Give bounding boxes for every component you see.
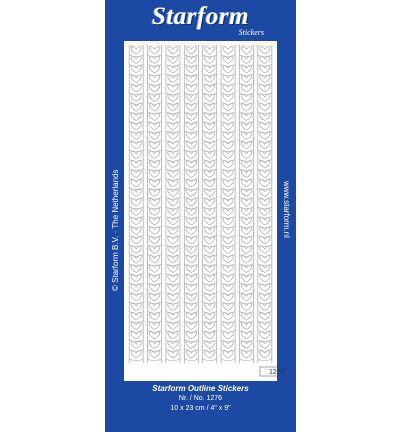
heart-shape xyxy=(241,294,251,301)
heart-shape xyxy=(131,265,141,272)
border-strip xyxy=(166,45,180,363)
heart-shape xyxy=(204,284,214,291)
heart-shape xyxy=(241,284,251,291)
heart-shape xyxy=(149,303,159,310)
heart-shape xyxy=(168,265,178,272)
heart-shape xyxy=(223,189,233,196)
product-footer xyxy=(105,384,296,414)
heart-shape xyxy=(131,294,141,301)
heart-shape xyxy=(223,161,233,168)
heart-shape xyxy=(149,85,159,92)
heart-shape xyxy=(260,246,270,253)
heart-shape xyxy=(241,142,251,149)
heart-shape xyxy=(149,161,159,168)
heart-shape xyxy=(204,113,214,120)
heart-shape xyxy=(260,66,270,73)
website-text: www.starform.nl xyxy=(282,181,291,238)
heart-shape xyxy=(186,313,196,320)
heart-shape xyxy=(223,180,233,187)
heart-shape xyxy=(223,218,233,225)
heart-shape xyxy=(168,85,178,92)
heart-shape xyxy=(131,322,141,329)
heart-shape xyxy=(260,180,270,187)
heart-shape xyxy=(260,189,270,196)
heart-shape xyxy=(204,218,214,225)
border-strip xyxy=(148,45,162,363)
heart-shape xyxy=(223,208,233,215)
heart-shape xyxy=(168,199,178,206)
heart-shape xyxy=(223,237,233,244)
heart-shape xyxy=(260,75,270,82)
heart-shape xyxy=(241,199,251,206)
heart-shape xyxy=(241,123,251,130)
heart-shape xyxy=(260,161,270,168)
heart-shape xyxy=(204,189,214,196)
heart-shape xyxy=(204,313,214,320)
heart-shape xyxy=(168,56,178,63)
heart-shape xyxy=(131,85,141,92)
heart-shape xyxy=(186,180,196,187)
heart-shape xyxy=(131,94,141,101)
product-name: Starform Outline Stickers xyxy=(152,384,249,393)
heart-shape xyxy=(223,85,233,92)
border-strip xyxy=(129,45,143,363)
heart-shape xyxy=(204,170,214,177)
heart-shape xyxy=(241,208,251,215)
heart-shape xyxy=(241,85,251,92)
border-strip xyxy=(239,45,253,363)
heart-shape xyxy=(131,303,141,310)
heart-shape xyxy=(131,332,141,339)
heart-shape xyxy=(223,332,233,339)
heart-shape xyxy=(168,151,178,158)
heart-shape xyxy=(223,104,233,111)
heart-shape xyxy=(131,104,141,111)
scallop-arc xyxy=(203,359,217,361)
heart-shape xyxy=(260,142,270,149)
heart-shape xyxy=(149,56,159,63)
heart-shape xyxy=(241,303,251,310)
heart-shape xyxy=(260,113,270,120)
heart-shape xyxy=(131,208,141,215)
heart-shape xyxy=(223,351,233,358)
heart-shape xyxy=(149,113,159,120)
heart-shape xyxy=(131,256,141,263)
heart-shape xyxy=(131,113,141,120)
heart-shape xyxy=(149,227,159,234)
heart-shape xyxy=(131,189,141,196)
heart-shape xyxy=(260,104,270,111)
heart-shape xyxy=(260,218,270,225)
product-number: Nr. / No. 1276 xyxy=(178,395,223,402)
heart-shape xyxy=(241,132,251,139)
heart-shape xyxy=(223,47,233,54)
heart-shape xyxy=(241,66,251,73)
heart-shape xyxy=(168,94,178,101)
heart-shape xyxy=(186,208,196,215)
heart-shape xyxy=(131,218,141,225)
heart-shape xyxy=(131,47,141,54)
heart-shape xyxy=(186,227,196,234)
heart-shape xyxy=(168,123,178,130)
heart-shape xyxy=(223,341,233,348)
heart-shape xyxy=(131,132,141,139)
heart-shape xyxy=(186,189,196,196)
heart-shape xyxy=(186,66,196,73)
scallop-arc xyxy=(258,359,272,361)
heart-shape xyxy=(168,208,178,215)
heart-shape xyxy=(241,189,251,196)
heart-shape xyxy=(223,303,233,310)
heart-shape xyxy=(204,94,214,101)
scallop-arc xyxy=(221,359,235,361)
scallop-arc xyxy=(148,359,162,361)
heart-shape xyxy=(260,227,270,234)
heart-shape xyxy=(223,66,233,73)
heart-shape xyxy=(241,256,251,263)
heart-shape xyxy=(204,142,214,149)
heart-shape xyxy=(186,132,196,139)
heart-shape xyxy=(241,237,251,244)
heart-shape xyxy=(149,142,159,149)
heart-shape xyxy=(168,142,178,149)
border-strip xyxy=(203,45,217,363)
heart-shape xyxy=(186,113,196,120)
heart-shape xyxy=(223,256,233,263)
heart-shape xyxy=(186,151,196,158)
sheet-code-label xyxy=(269,369,293,378)
heart-shape xyxy=(260,256,270,263)
heart-shape xyxy=(149,246,159,253)
heart-shape xyxy=(204,256,214,263)
heart-shape xyxy=(186,75,196,82)
heart-shape xyxy=(223,132,233,139)
heart-shape xyxy=(149,265,159,272)
heart-shape xyxy=(241,94,251,101)
heart-shape xyxy=(260,47,270,54)
heart-shape xyxy=(260,313,270,320)
heart-shape xyxy=(168,75,178,82)
heart-shape xyxy=(168,313,178,320)
heart-shape xyxy=(186,218,196,225)
heart-shape xyxy=(186,104,196,111)
heart-shape xyxy=(241,218,251,225)
heart-shape xyxy=(149,123,159,130)
heart-shape xyxy=(168,66,178,73)
heart-shape xyxy=(204,66,214,73)
heart-shape xyxy=(241,75,251,82)
heart-shape xyxy=(168,237,178,244)
heart-shape xyxy=(241,47,251,54)
sticker-card xyxy=(105,0,296,432)
heart-shape xyxy=(149,341,159,348)
heart-shape xyxy=(204,322,214,329)
heart-shape xyxy=(241,170,251,177)
heart-shape xyxy=(168,284,178,291)
heart-shape xyxy=(241,161,251,168)
heart-shape xyxy=(131,199,141,206)
heart-shape xyxy=(186,284,196,291)
heart-shape xyxy=(168,113,178,120)
heart-shape xyxy=(186,294,196,301)
heart-shape xyxy=(260,275,270,282)
heart-shape xyxy=(223,227,233,234)
heart-shape xyxy=(168,303,178,310)
heart-shape xyxy=(223,56,233,63)
heart-shape xyxy=(186,275,196,282)
heart-shape xyxy=(131,123,141,130)
brand-subtitle: Stickers xyxy=(238,28,264,37)
heart-shape xyxy=(186,170,196,177)
heart-shape xyxy=(260,132,270,139)
heart-shape xyxy=(204,123,214,130)
sticker-sheet xyxy=(124,41,277,381)
scallop-arc xyxy=(166,359,180,361)
heart-shape xyxy=(204,227,214,234)
heart-shape xyxy=(204,303,214,310)
heart-shape xyxy=(260,170,270,177)
heart-shape xyxy=(204,56,214,63)
sheet-code: 1276 xyxy=(269,369,285,376)
heart-shape xyxy=(186,123,196,130)
heart-shape xyxy=(223,294,233,301)
heart-shape xyxy=(186,341,196,348)
heart-shape xyxy=(149,75,159,82)
heart-shape xyxy=(204,161,214,168)
heart-shape xyxy=(241,265,251,272)
heart-shape xyxy=(260,199,270,206)
heart-shape xyxy=(131,313,141,320)
heart-shape xyxy=(186,265,196,272)
heart-shape xyxy=(186,47,196,54)
heart-shape xyxy=(204,341,214,348)
heart-shape xyxy=(223,151,233,158)
heart-shape xyxy=(131,170,141,177)
heart-shape xyxy=(260,94,270,101)
heart-shape xyxy=(204,199,214,206)
heart-shape xyxy=(131,341,141,348)
heart-shape xyxy=(241,351,251,358)
heart-shape xyxy=(223,113,233,120)
heart-shape xyxy=(149,189,159,196)
heart-shape xyxy=(168,47,178,54)
heart-shape xyxy=(223,75,233,82)
heart-shape xyxy=(149,104,159,111)
heart-shape xyxy=(186,161,196,168)
heart-shape xyxy=(149,237,159,244)
heart-shape xyxy=(168,161,178,168)
heart-shape xyxy=(168,332,178,339)
border-strip xyxy=(221,45,235,363)
heart-shape xyxy=(149,66,159,73)
heart-shape xyxy=(186,246,196,253)
heart-shape xyxy=(168,227,178,234)
heart-shape xyxy=(260,351,270,358)
heart-shape xyxy=(223,246,233,253)
heart-shape xyxy=(241,113,251,120)
heart-shape xyxy=(241,322,251,329)
heart-shape xyxy=(204,275,214,282)
heart-shape xyxy=(168,256,178,263)
heart-shape xyxy=(168,218,178,225)
heart-shape xyxy=(260,332,270,339)
heart-shape xyxy=(223,265,233,272)
heart-shape xyxy=(131,246,141,253)
heart-shape xyxy=(204,332,214,339)
heart-shape xyxy=(241,151,251,158)
heart-shape xyxy=(168,170,178,177)
heart-shape xyxy=(131,180,141,187)
scallop-arc xyxy=(239,359,253,361)
heart-shape xyxy=(204,85,214,92)
heart-shape xyxy=(131,151,141,158)
heart-shape xyxy=(241,332,251,339)
heart-shape xyxy=(168,104,178,111)
heart-shape xyxy=(186,237,196,244)
heart-shape xyxy=(131,284,141,291)
heart-shape xyxy=(241,56,251,63)
heart-shape xyxy=(186,303,196,310)
heart-shape xyxy=(223,322,233,329)
heart-shape xyxy=(223,284,233,291)
border-strip xyxy=(184,45,198,363)
heart-shape xyxy=(204,351,214,358)
heart-shape xyxy=(241,275,251,282)
heart-shape xyxy=(186,351,196,358)
scallop-arc xyxy=(129,359,143,361)
heart-shape xyxy=(241,227,251,234)
heart-shape xyxy=(260,284,270,291)
heart-shape xyxy=(149,132,159,139)
heart-shape xyxy=(186,332,196,339)
heart-shape xyxy=(168,294,178,301)
heart-shape xyxy=(204,208,214,215)
heart-shape xyxy=(149,218,159,225)
heart-shape xyxy=(223,199,233,206)
heart-shape xyxy=(168,246,178,253)
heart-shape xyxy=(149,332,159,339)
heart-shape xyxy=(241,246,251,253)
heart-shape xyxy=(241,104,251,111)
heart-shape xyxy=(149,322,159,329)
heart-shape xyxy=(149,208,159,215)
heart-shape xyxy=(241,313,251,320)
heart-shape xyxy=(149,351,159,358)
heart-shape xyxy=(204,180,214,187)
heart-shape xyxy=(149,47,159,54)
heart-shape xyxy=(186,56,196,63)
heart-shape xyxy=(149,94,159,101)
heart-shape xyxy=(186,199,196,206)
heart-shape xyxy=(168,132,178,139)
heart-shape xyxy=(204,75,214,82)
heart-shape xyxy=(131,275,141,282)
heart-shape xyxy=(149,256,159,263)
sticker-strips xyxy=(124,41,277,381)
heart-shape xyxy=(260,341,270,348)
heart-shape xyxy=(149,284,159,291)
heart-shape xyxy=(241,180,251,187)
heart-shape xyxy=(204,104,214,111)
heart-shape xyxy=(260,123,270,130)
heart-shape xyxy=(131,351,141,358)
heart-shape xyxy=(260,208,270,215)
heart-shape xyxy=(131,56,141,63)
heart-shape xyxy=(168,341,178,348)
heart-shape xyxy=(186,322,196,329)
heart-shape xyxy=(186,85,196,92)
heart-shape xyxy=(204,237,214,244)
heart-shape xyxy=(131,227,141,234)
heart-shape xyxy=(131,237,141,244)
heart-shape xyxy=(204,265,214,272)
heart-shape xyxy=(223,123,233,130)
heart-shape xyxy=(168,180,178,187)
heart-shape xyxy=(260,237,270,244)
brand-logo: Starform xyxy=(151,3,250,30)
heart-shape xyxy=(260,151,270,158)
heart-shape xyxy=(204,246,214,253)
heart-shape xyxy=(149,275,159,282)
heart-shape xyxy=(223,313,233,320)
heart-shape xyxy=(223,94,233,101)
heart-shape xyxy=(260,294,270,301)
heart-shape xyxy=(260,56,270,63)
heart-shape xyxy=(260,322,270,329)
heart-shape xyxy=(168,189,178,196)
heart-shape xyxy=(204,47,214,54)
heart-shape xyxy=(149,180,159,187)
heart-shape xyxy=(186,94,196,101)
heart-shape xyxy=(204,132,214,139)
heart-shape xyxy=(168,351,178,358)
heart-shape xyxy=(186,142,196,149)
heart-shape xyxy=(204,294,214,301)
heart-shape xyxy=(131,142,141,149)
heart-shape xyxy=(260,85,270,92)
heart-shape xyxy=(149,294,159,301)
heart-shape xyxy=(223,275,233,282)
heart-shape xyxy=(149,151,159,158)
heart-shape xyxy=(131,66,141,73)
scallop-arc xyxy=(184,359,198,361)
heart-shape xyxy=(149,199,159,206)
copyright-text: © Starform B.V. · The Netherlands xyxy=(111,169,120,291)
heart-shape xyxy=(204,151,214,158)
heart-shape xyxy=(131,75,141,82)
heart-shape xyxy=(223,170,233,177)
heart-shape xyxy=(168,322,178,329)
heart-shape xyxy=(260,303,270,310)
product-size: 10 x 23 cm / 4" x 9" xyxy=(170,405,231,412)
heart-shape xyxy=(223,142,233,149)
heart-shape xyxy=(168,275,178,282)
heart-shape xyxy=(260,265,270,272)
heart-shape xyxy=(131,161,141,168)
border-strip xyxy=(258,45,272,363)
heart-shape xyxy=(149,313,159,320)
heart-shape xyxy=(186,256,196,263)
heart-shape xyxy=(149,170,159,177)
heart-shape xyxy=(241,341,251,348)
